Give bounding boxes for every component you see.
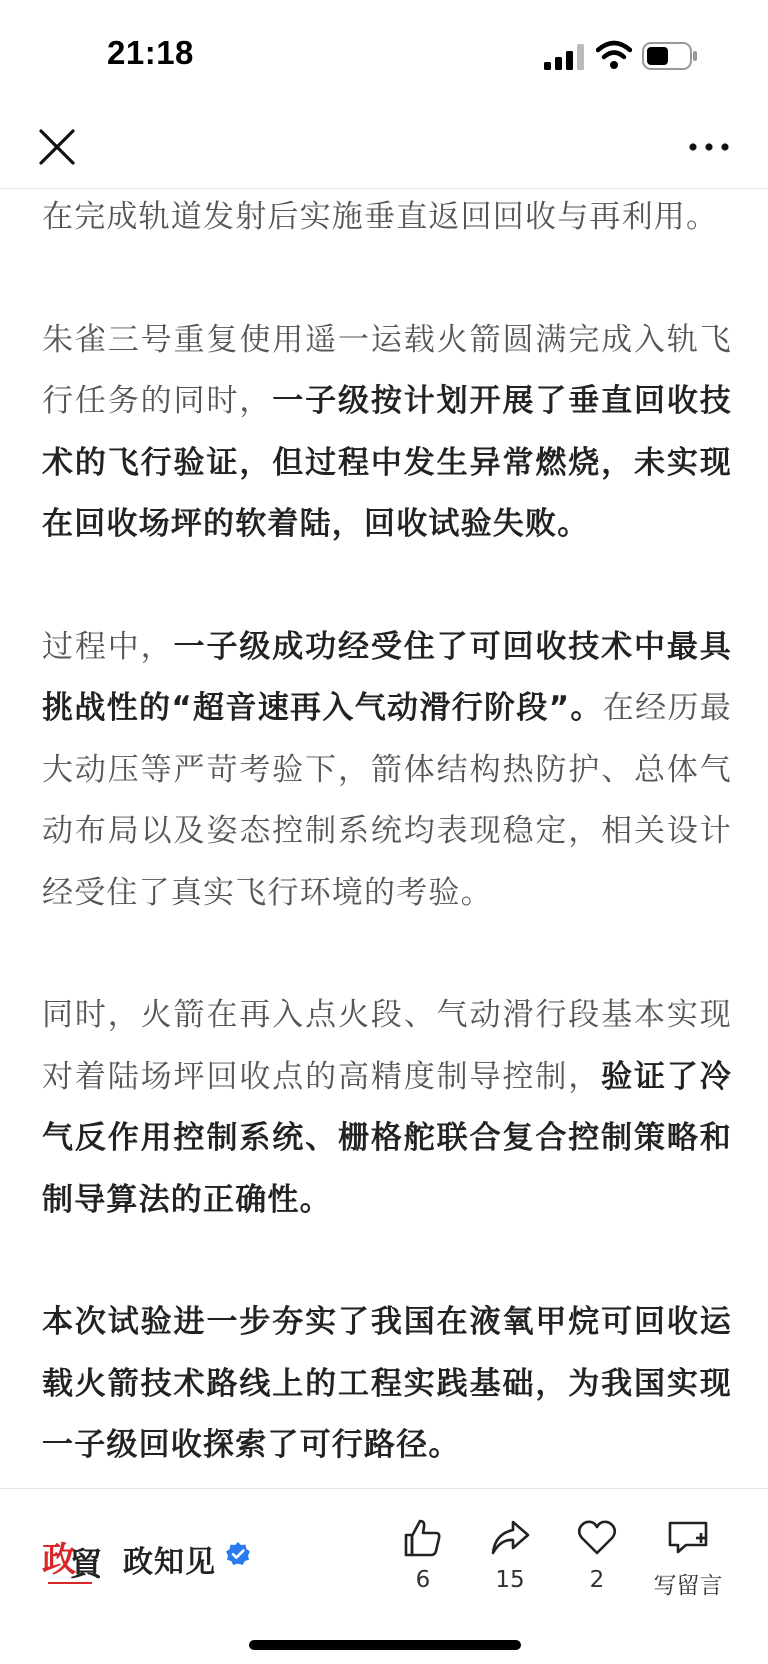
article-paragraph xyxy=(42,188,732,249)
battery-icon xyxy=(642,42,698,70)
paragraph-text: 在经历最大动压等严苛考验下，箭体结构热防护、总体气动布局以及姿态控制系统均表现稳定，相关设计经受住了真实飞行环境的考验。 xyxy=(42,690,732,911)
paragraph-text: 在完成轨道发射后实施垂直返回回收与再利用。 xyxy=(42,199,719,235)
paragraph-bold-text: 验证了冷气反作用控制系统、栅格舵联合复合控制策略和制导算法的正确性。 xyxy=(42,1058,732,1218)
thumbs-up-icon xyxy=(402,1517,444,1559)
share-count: 15 xyxy=(495,1567,525,1593)
paragraph-text: 同时，火箭在再入点火段、气动滑行段基本实现对着陆场坪回收点的高精度制导控制， xyxy=(42,997,732,1095)
favorite-count: 2 xyxy=(589,1567,605,1593)
article-paragraph xyxy=(42,1292,732,1477)
article-action-bar xyxy=(0,1488,768,1664)
paragraph-bold-text: 一子级按计划开展了垂直回收技术的飞行验证，但过程中发生异常燃烧，未实现在回收场坪的软着陆，回收试验失败。 xyxy=(42,383,732,542)
share-icon xyxy=(489,1517,531,1559)
verified-icon xyxy=(225,1541,251,1567)
share-button[interactable] xyxy=(470,1517,550,1607)
author-avatar[interactable] xyxy=(42,1529,104,1587)
signal-icon xyxy=(544,44,586,70)
article-paragraph xyxy=(42,310,732,556)
paragraph-text: 过程中， xyxy=(42,628,174,665)
paragraph-bold-text: 本次试验进一步夯实了我国在液氧甲烷可回收运载火箭技术路线上的工程实践基础，为我国实现一子级回收探索了可行路径。 xyxy=(42,1304,732,1463)
article-body xyxy=(42,188,732,1488)
heart-icon xyxy=(576,1517,618,1559)
author-name[interactable]: 政知见 xyxy=(123,1545,216,1580)
close-icon[interactable] xyxy=(37,127,77,167)
paragraph-bold-text: 一子级成功经受住了可回收技术中最具挑战性的“超音速再入气动滑行阶段”。 xyxy=(42,628,732,726)
article-paragraph xyxy=(42,617,732,925)
wifi-icon xyxy=(596,40,632,70)
comment-label: 写留言 xyxy=(653,1573,723,1599)
svg-text:政: 政 xyxy=(42,1540,76,1580)
comment-button[interactable] xyxy=(648,1517,728,1607)
svg-text:貿: 貿 xyxy=(70,1545,103,1583)
article-paragraph xyxy=(42,985,732,1231)
status-time: 21:18 xyxy=(107,34,194,71)
more-icon[interactable] xyxy=(688,132,730,162)
top-navigation xyxy=(0,110,768,189)
like-button[interactable] xyxy=(383,1517,463,1607)
home-indicator[interactable] xyxy=(249,1640,521,1650)
comment-icon xyxy=(666,1517,710,1559)
favorite-button[interactable] xyxy=(557,1517,637,1607)
like-count: 6 xyxy=(415,1567,431,1593)
status-bar xyxy=(0,0,768,110)
paragraph-text: 朱雀三号重复使用遥一运载火箭圆满完成入轨飞行任务的同时， xyxy=(42,321,732,419)
